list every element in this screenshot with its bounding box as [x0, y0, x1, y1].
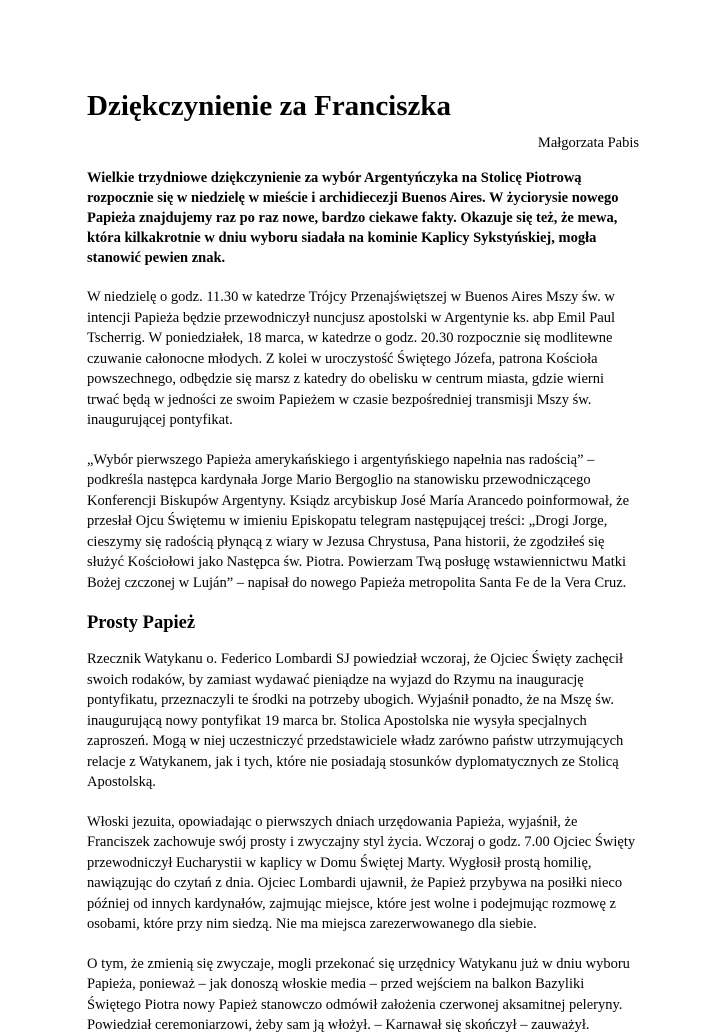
section-heading: Prosty Papież: [87, 613, 196, 633]
section-paragraph: Rzecznik Watykanu o. Federico Lombardi SJ powiedział wczoraj, że Ojciec Święty zachęcił swoich rodaków, by zamiast wydawać pieniądze na wyjazd do Rzymu na inaugurację pontyfikatu, przeznaczyli te środki na potrzeby ubogich. Wyjaśnił ponadto, że na Mszę św. inaugurującą nowy pontyfikat 19 marca br. Stolica Apostolska nie wysyła specjalnych zaproszeń. Mogą w niej uczestniczyć przedstawiciele władz zarówno państw utrzymujących relacje z Watykanem, jak i tych, które nie posiadają stosunków dyplomatycznych ze Stolicą Apostolską.: [87, 651, 624, 790]
article-lead: Wielkie trzydniowe dziękczynienie za wybór Argentyńczyka na Stolicę Piotrową rozpocznie się w niedzielę w mieście i archidiecezji Buenos Aires. W życiorysie nowego Papieża znajdujemy raz po raz nowe, bardzo ciekawe fakty. Okazuje się też, że mewa, która kilkakrotnie w dniu wyboru siadała na kominie Kaplicy Sykstyńskiej, mogła stanowić pewien znak.: [87, 170, 619, 266]
article-paragraph: „Wybór pierwszego Papieża amerykańskiego i argentyńskiego napełnia nas radością” – podkreśla następca kardynała Jorge Mario Bergoglio na stanowisku przewodniczącego Konferencji Biskupów Argentyny. Ksiądz arcybiskup José María Arancedo poinformował, że przesłał Ojcu Świętemu w imieniu Episkopatu telegram następującej treści: „Drogi Jorge, cieszymy się radością płynącą z wiary w Jezusa Chrystusa, Pana historii, że zgodziłeś się służyć Kościołowi jako Następca św. Piotra. Powierzam Twą posługę wstawiennictwu Matki Bożej czczonej w Luján” – napisał do nowego Papieża metropolita Santa Fe de la Vera Cruz.: [87, 451, 630, 591]
section-paragraph: O tym, że zmienią się zwyczaje, mogli przekonać się urzędnicy Watykanu już w dniu wyboru Papieża, ponieważ – jak donoszą włoskie media – przed wejściem na balkon Bazyliki Świętego Piotra nowy Papież stanowczo odmówił założenia czerwonej aksamitnej peleryny. Powiedział ceremoniarzowi, żeby sam ją włożył. – Karnawał się skończył – zauważył.: [87, 955, 630, 1033]
article-title: Dziękczynienie za Franciszka: [87, 90, 452, 122]
article-paragraph: W niedzielę o godz. 11.30 w katedrze Trójcy Przenajświętszej w Buenos Aires Mszy św. w intencji Papieża będzie przewodniczył nuncjusz apostolski w Argentynie ks. abp Emil Paul Tscherrig. W poniedziałek, 18 marca, w katedrze o godz. 20.30 rozpocznie się modlitewne czuwanie całonocne młodych. Z kolei w uroczystość Świętego Józefa, patrona Kościoła powszechnego, odbędzie się marsz z katedry do obelisku w centrum miasta, gdzie wierni trwać będą w jedności ze swoim Papieżem w czasie bezpośredniej transmisji Mszy św. inaugurującej pontyfikat.: [87, 289, 616, 428]
section-paragraph: Włoski jezuita, opowiadając o pierwszych dniach urzędowania Papieża, wyjaśnił, że Franciszek zachowuje swój prosty i zwyczajny styl życia. Wczoraj o godz. 7.00 Ojciec Święty przewodniczył Eucharystii w kaplicy w Domu Świętej Marty. Wygłosił prostą homilię, nawiązując do czytań z dnia. Ojciec Lombardi ujawnił, że Papież przybywa na posiłki nieco później od innych kardynałów, zajmując miejsce, które jest wolne i podejmując rozmowę z osobami, które przy nim siedzą. Nie ma miejsca zarezerwowanego dla siebie.: [87, 813, 636, 932]
article-author: Małgorzata Pabis: [537, 135, 639, 151]
document-page: [87, 88, 639, 1036]
